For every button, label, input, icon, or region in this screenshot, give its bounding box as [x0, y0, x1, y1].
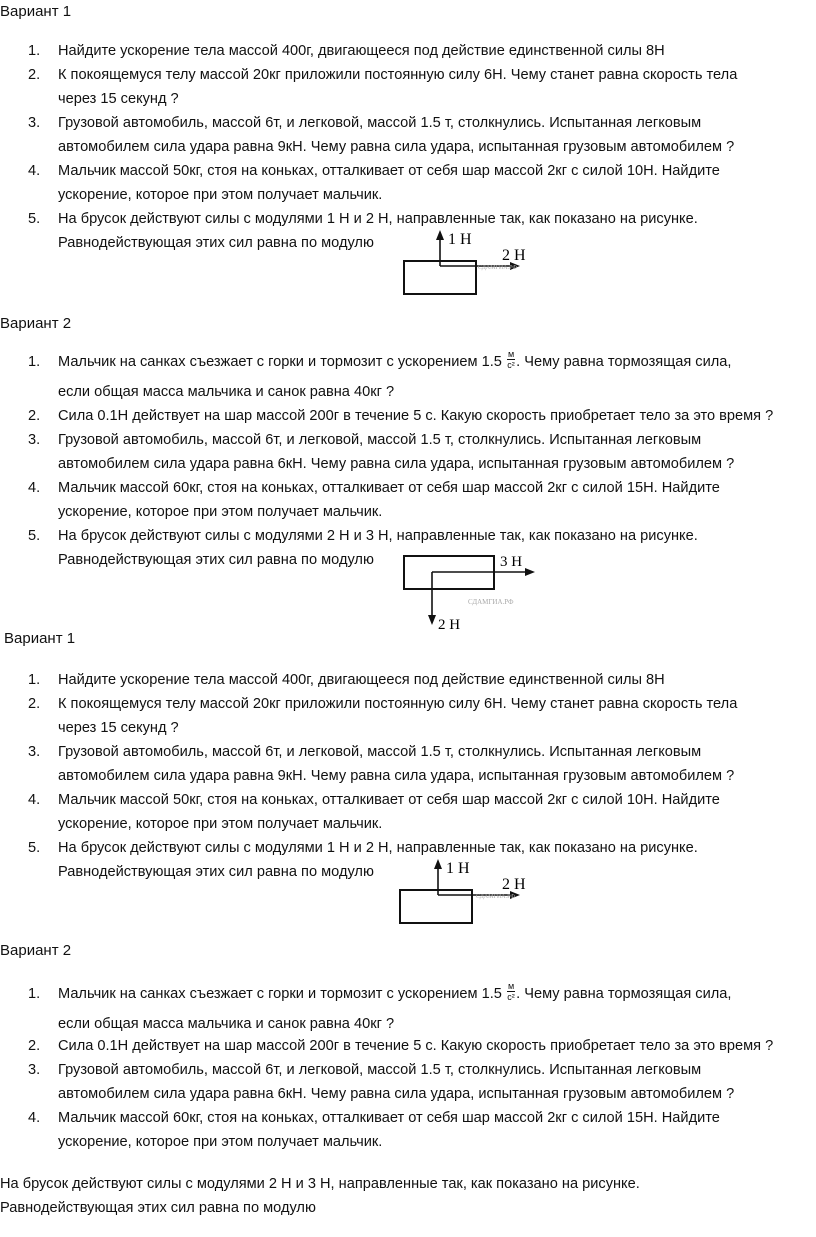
task-text-cont: Равнодействующая этих сил равна по модулю [58, 552, 374, 568]
task-number: 2. [28, 67, 41, 83]
variant-2-heading-repeat: Вариант 2 [0, 942, 72, 959]
task-text-cont: автомобилем сила удара равна 9кН. Чему равна сила удара, испытанная грузовым автомобилем ? [58, 768, 735, 784]
task-text-cont: если общая масса мальчика и санок равна 40кг ? [58, 1016, 395, 1032]
task-text-cont: автомобилем сила удара равна 6кН. Чему равна сила удара, испытанная грузовым автомобилем ? [58, 456, 735, 472]
task-text-cont: автомобилем сила удара равна 9кН. Чему равна сила удара, испытанная грузовым автомобилем ? [58, 139, 735, 155]
task-text: Мальчик массой 50кг, стоя на коньках, отталкивает от себя шар массой 2кг с силой 10Н. Найдите [58, 163, 720, 179]
task-text: На брусок действуют силы с модулями 1 Н и 2 Н, направленные так, как показано на рисунке. [58, 211, 698, 227]
task-text: На брусок действуют силы с модулями 1 Н и 2 Н, направленные так, как показано на рисунке. [58, 840, 698, 856]
task-text-cont: через 15 секунд ? [58, 91, 179, 107]
task-text: Мальчик массой 60кг, стоя на коньках, отталкивает от себя шар массой 2кг с силой 15Н. Найдите [58, 480, 720, 496]
force-label-1: 1 Н [448, 231, 472, 248]
task-number: 1. [28, 354, 41, 370]
task-text: К покоящемуся телу массой 20кг приложили постоянную силу 6Н. Чему станет равна скорость тела [58, 67, 738, 83]
task-number: 2. [28, 1038, 41, 1054]
task-number: 2. [28, 696, 41, 712]
task-text: На брусок действуют силы с модулями 2 Н и 3 Н, направленные так, как показано на рисунке. [58, 528, 698, 544]
force-diagram [398, 857, 538, 927]
force-label-2: 2 Н [438, 617, 461, 633]
force-diagram [398, 228, 538, 298]
task-text: Грузовой автомобиль, массой 6т, и легковой, массой 1.5 т, столкнулись. Испытанная легковым [58, 744, 702, 760]
force-label-2: 2 Н [502, 876, 526, 893]
task-text: Сила 0.1Н действует на шар массой 200г в течение 5 с. Какую скорость приобретает тело за это время ? [58, 1038, 774, 1054]
watermark: СДАМГИА.РФ [478, 265, 518, 271]
task-text-post: . Чему равна тормозящая сила, [516, 986, 732, 1002]
task-text: Сила 0.1Н действует на шар массой 200г в течение 5 с. Какую скорость приобретает тело за это время ? [58, 408, 774, 424]
task-text: Грузовой автомобиль, массой 6т, и легковой, массой 1.5 т, столкнулись. Испытанная легковым [58, 432, 702, 448]
task-number: 1. [28, 672, 41, 688]
task-number: 5. [28, 528, 41, 544]
task-text-cont: Равнодействующая этих сил равна по модулю [58, 235, 374, 251]
force-label-2: 2 Н [502, 247, 526, 264]
task-text: Грузовой автомобиль, массой 6т, и легковой, массой 1.5 т, столкнулись. Испытанная легковым [58, 1062, 702, 1078]
task-text-cont: автомобилем сила удара равна 6кН. Чему равна сила удара, испытанная грузовым автомобилем ? [58, 1086, 735, 1102]
task-number: 1. [28, 43, 41, 59]
task-number: 3. [28, 1062, 41, 1078]
acceleration-unit-fraction: $\frac{м}{\text{с²}}$ [507, 980, 515, 1002]
watermark: СДАМГИА.РФ [468, 598, 514, 606]
acceleration-unit-fraction: $\frac{м}{\text{с²}}$ [507, 348, 515, 370]
task-number: 4. [28, 163, 41, 179]
task-number: 3. [28, 115, 41, 131]
v2b-task-5-text: На брусок действуют силы с модулями 2 Н и 3 Н, направленные так, как показано на рисунке. [0, 1176, 640, 1192]
task-number: 1. [28, 986, 41, 1002]
task-text [58, 350, 816, 374]
task-number: 5. [28, 840, 41, 856]
variant-1-heading-repeat: Вариант 1 [4, 630, 76, 647]
task-text: К покоящемуся телу массой 20кг приложили постоянную силу 6Н. Чему станет равна скорость тела [58, 696, 738, 712]
watermark: СДАМГИА.РФ [476, 894, 516, 900]
task-text-pre: Мальчик на санках съезжает с горки и тормозит с ускорением 1.5 [58, 986, 506, 1002]
task-text-cont: если общая масса мальчика и санок равна 40кг ? [58, 384, 395, 400]
task-number: 4. [28, 1110, 41, 1126]
task-text-cont: ускорение, которое при этом получает мальчик. [58, 816, 383, 832]
task-text-pre: Мальчик на санках съезжает с горки и тормозит с ускорением 1.5 [58, 354, 506, 370]
task-number: 5. [28, 211, 41, 227]
force-label-1: 3 Н [500, 554, 523, 570]
task-text: Грузовой автомобиль, массой 6т, и легковой, массой 1.5 т, столкнулись. Испытанная легковым [58, 115, 702, 131]
task-text: Мальчик массой 60кг, стоя на коньках, отталкивает от себя шар массой 2кг с силой 15Н. Найдите [58, 1110, 720, 1126]
task-number: 3. [28, 744, 41, 760]
force-diagram [398, 550, 548, 635]
task-number: 2. [28, 408, 41, 424]
task-text: Найдите ускорение тела массой 400г, двигающееся под действие единственной силы 8Н [58, 43, 665, 59]
variant-1-heading: Вариант 1 [0, 3, 72, 20]
variant-2-heading: Вариант 2 [0, 315, 72, 332]
task-text-cont: ускорение, которое при этом получает мальчик. [58, 504, 383, 520]
task-text-post: . Чему равна тормозящая сила, [516, 354, 732, 370]
task-text [58, 982, 816, 1006]
task-text: Мальчик массой 50кг, стоя на коньках, отталкивает от себя шар массой 2кг с силой 10Н. Найдите [58, 792, 720, 808]
task-number: 3. [28, 432, 41, 448]
task-text-cont: ускорение, которое при этом получает мальчик. [58, 187, 383, 203]
task-number: 4. [28, 792, 41, 808]
force-label-1: 1 Н [446, 860, 470, 877]
v2b-task-5-text-cont: Равнодействующая этих сил равна по модулю [0, 1200, 316, 1216]
task-text-cont: Равнодействующая этих сил равна по модулю [58, 864, 374, 880]
task-text-cont: через 15 секунд ? [58, 720, 179, 736]
task-number: 4. [28, 480, 41, 496]
task-text: Найдите ускорение тела массой 400г, двигающееся под действие единственной силы 8Н [58, 672, 665, 688]
task-text-cont: ускорение, которое при этом получает мальчик. [58, 1134, 383, 1150]
